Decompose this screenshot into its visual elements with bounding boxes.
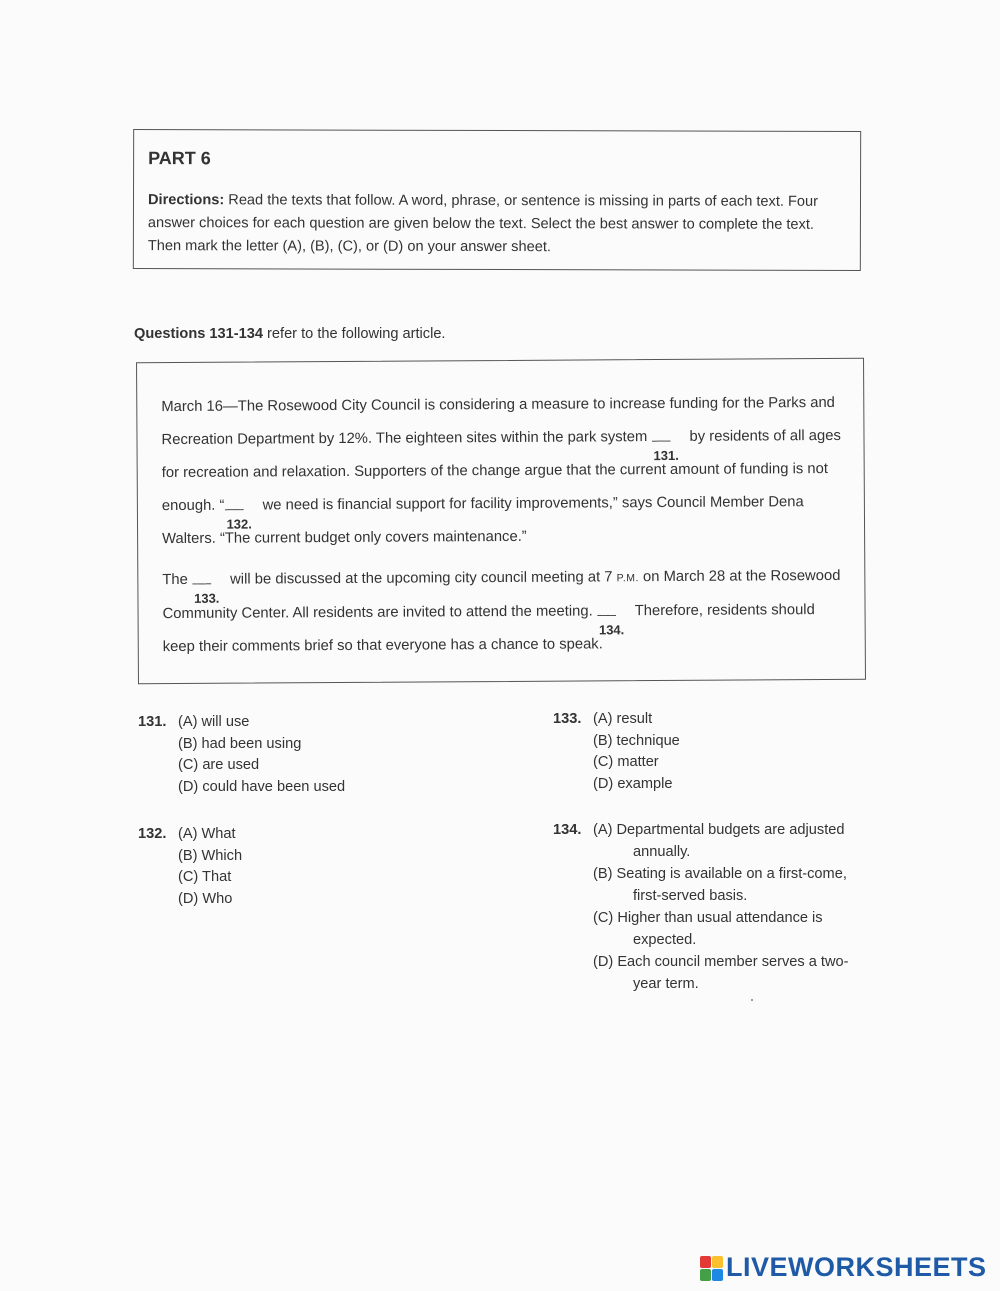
question-number: 131. xyxy=(138,714,167,730)
answer-option-c[interactable]: (C) are used xyxy=(178,757,260,773)
answer-option-d[interactable]: (D) example xyxy=(593,775,673,792)
blank-132[interactable] xyxy=(224,495,258,532)
liveworksheets-logo[interactable] xyxy=(700,1252,987,1283)
blank-133[interactable] xyxy=(191,570,226,606)
blank-dashes: ------- xyxy=(596,609,616,622)
answer-option-c[interactable]: (C) That xyxy=(178,869,232,885)
answer-option-d[interactable]: (D) Each council member serves a two- xyxy=(593,954,849,970)
answer-option-b[interactable]: (B) had been using xyxy=(178,735,302,752)
speck xyxy=(751,999,753,1001)
answer-option-b-cont[interactable]: first-served basis. xyxy=(633,888,748,904)
blank-134[interactable] xyxy=(596,601,631,638)
questions-heading-rest: refer to the following article. xyxy=(262,326,446,342)
directions-text xyxy=(148,189,846,260)
article-text: The xyxy=(162,571,193,589)
answer-option-b[interactable]: (B) Which xyxy=(178,847,243,864)
blank-131[interactable] xyxy=(651,427,685,464)
answer-option-d[interactable]: (D) Who xyxy=(178,890,233,907)
answer-option-a[interactable]: (A) Departmental budgets are adjusted xyxy=(593,822,845,838)
article-text: March 16—The Rosewood City Council is considering a measure to increase funding for the Parks and Recreation Department by 12%. The eighteen sites within the park system xyxy=(161,394,835,449)
blank-dashes: ------- xyxy=(191,577,211,590)
answer-option-a[interactable]: (A) result xyxy=(593,711,653,727)
question-134 xyxy=(553,819,848,995)
answer-option-c[interactable]: (C) matter xyxy=(593,754,659,770)
article-text: we need is financial support for facility improvements,” says Council Member Dena Walters. “The current budget only covers maintenance.” xyxy=(162,494,804,548)
article-text: Therefore, residents should keep their comments brief so that everyone has a chance to speak. xyxy=(162,602,815,656)
article-text: will be discussed at the upcoming city council meeting at 7 xyxy=(225,569,617,588)
answer-option-c[interactable]: (C) Higher than usual attendance is xyxy=(593,910,823,926)
time-pm: P.M. xyxy=(616,572,639,585)
answer-option-b[interactable]: (B) Seating is available on a first-come, xyxy=(593,866,847,882)
answer-option-d[interactable]: (D) could have been used xyxy=(178,778,346,795)
question-131 xyxy=(138,712,345,798)
blank-dashes: ------- xyxy=(224,503,244,516)
answer-option-c-cont[interactable]: expected. xyxy=(633,932,697,948)
answer-option-a[interactable]: (A) What xyxy=(178,826,236,842)
directions-label: Directions: xyxy=(147,192,225,209)
questions-heading xyxy=(134,326,446,342)
article-text: on March 28 at the Rosewood Community Center. All residents are invited to attend the meeting. xyxy=(162,567,841,623)
liveworksheets-icon xyxy=(700,1256,722,1280)
article-box xyxy=(136,358,866,684)
question-133 xyxy=(553,709,680,795)
brand-name: LIVEWORKSHEETS xyxy=(726,1252,987,1282)
blank-dashes: ------- xyxy=(651,434,671,448)
directions-body: Read the texts that follow. A word, phrase, or sentence is missing in parts of each text. Four answer choices for each question are given below the text. Select the best answer to complete the text. Then mark the letter (A), (B), (C), or (D) on your answer sheet. xyxy=(147,192,819,256)
article-paragraph-1 xyxy=(161,387,844,556)
question-132 xyxy=(138,824,242,910)
blank-number: 134. xyxy=(598,622,625,638)
article-text: by residents of all ages for recreation and relaxation. Supporters of the change argue that the current amount of funding is not enough. “ xyxy=(161,427,841,515)
article-paragraph-2 xyxy=(162,560,845,664)
question-number: 132. xyxy=(138,826,167,842)
answer-option-d-cont[interactable]: year term. xyxy=(633,976,699,992)
answer-option-b[interactable]: (B) technique xyxy=(593,732,680,749)
blank-number: 131. xyxy=(653,447,679,464)
question-number: 133. xyxy=(553,711,582,727)
blank-number: 133. xyxy=(194,590,220,606)
answer-option-a-cont[interactable]: annually. xyxy=(633,844,691,860)
blank-number: 132. xyxy=(226,516,252,532)
questions-range: Questions 131-134 xyxy=(134,326,263,342)
question-number: 134. xyxy=(553,822,582,838)
part-instructions-box xyxy=(133,129,861,271)
answer-option-a[interactable]: (A) will use xyxy=(178,714,250,730)
part-title: PART 6 xyxy=(148,148,211,169)
